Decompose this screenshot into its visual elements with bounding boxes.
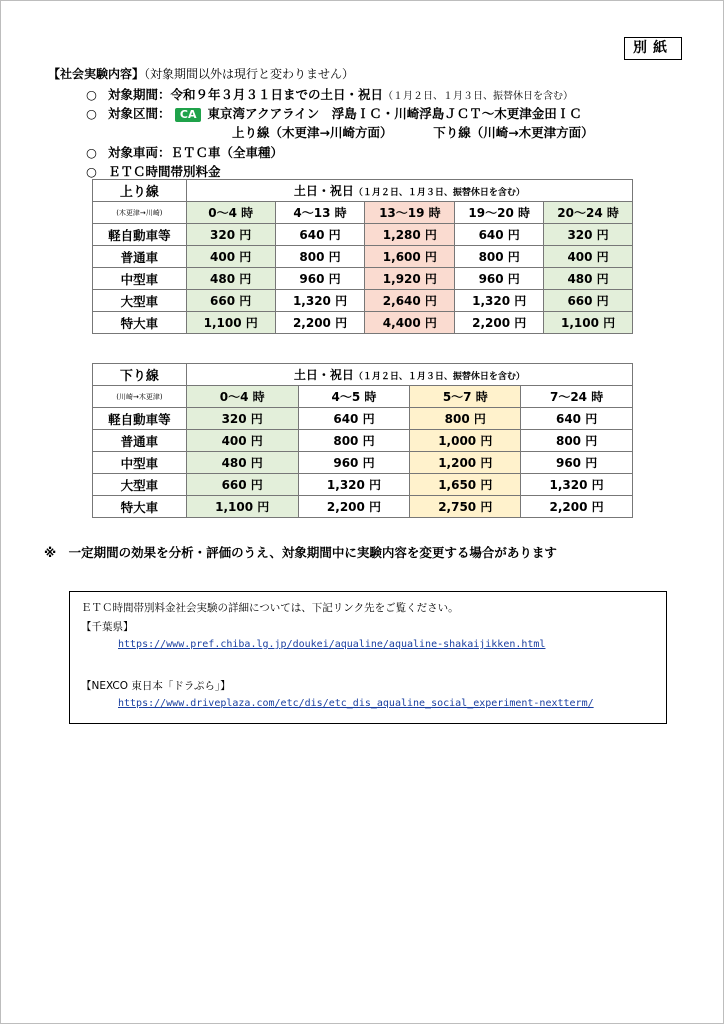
fare-title-line bbox=[86, 162, 221, 180]
vehicle-cell: 特大車 bbox=[93, 312, 187, 334]
section-up: 上り線（木更津→川崎方面） bbox=[232, 125, 393, 140]
fare-cell: 1,320 円 bbox=[275, 290, 365, 312]
nexco-label: 【NEXCO 東日本「ドラぷら」】 bbox=[81, 680, 231, 692]
fare-cell: 1,280 円 bbox=[365, 224, 455, 246]
up-days-header bbox=[186, 180, 632, 202]
fare-cell: 480 円 bbox=[186, 268, 275, 290]
section-label: 対象区間： bbox=[108, 106, 171, 121]
fare-cell: 1,100 円 bbox=[544, 312, 633, 334]
down-days-header bbox=[186, 364, 632, 386]
up-slot-header: 13～19 時 bbox=[365, 202, 455, 224]
table-row bbox=[93, 224, 633, 246]
fare-cell: 1,320 円 bbox=[521, 474, 633, 496]
section-heading bbox=[48, 65, 354, 82]
fare-cell: 800 円 bbox=[275, 246, 365, 268]
up-slot-header: 0～4 時 bbox=[186, 202, 275, 224]
down-line-title: 下り線 bbox=[93, 364, 187, 386]
down-slot-header: 4～5 時 bbox=[298, 386, 410, 408]
vehicle-cell: 特大車 bbox=[93, 496, 187, 518]
circle-bullet: ○ bbox=[86, 106, 97, 121]
period-note: （１月２日、１月３日、振替休日を含む） bbox=[383, 91, 574, 102]
up-slot-header: 4～13 時 bbox=[275, 202, 365, 224]
section-line bbox=[86, 104, 582, 122]
fare-cell: 320 円 bbox=[186, 224, 275, 246]
fare-cell: 1,920 円 bbox=[365, 268, 455, 290]
chiba-label: 【千葉県】 bbox=[81, 621, 134, 633]
fare-cell: 660 円 bbox=[544, 290, 633, 312]
table-row bbox=[93, 246, 633, 268]
fare-cell: 1,200 円 bbox=[410, 452, 521, 474]
fare-cell: 320 円 bbox=[186, 408, 298, 430]
table-row bbox=[93, 268, 633, 290]
up-slot-header: 19～20 時 bbox=[455, 202, 544, 224]
up-days-main: 土日・祝日 bbox=[293, 184, 354, 198]
vehicle-cell: 軽自動車等 bbox=[93, 224, 187, 246]
fare-cell: 960 円 bbox=[298, 452, 410, 474]
attachment-tag: 別紙 bbox=[624, 37, 682, 60]
vehicle-cell: 普通車 bbox=[93, 430, 187, 452]
down-slot-header: 7～24 時 bbox=[521, 386, 633, 408]
vehicle-cell: 中型車 bbox=[93, 268, 187, 290]
link-box bbox=[69, 591, 667, 724]
ca-badge: CA bbox=[175, 108, 202, 122]
fare-cell: 2,640 円 bbox=[365, 290, 455, 312]
down-fare-table bbox=[92, 363, 633, 518]
fare-cell: 2,200 円 bbox=[298, 496, 410, 518]
vehicle-line bbox=[86, 143, 283, 161]
heading-note: （対象期間以外は現行と変わりません） bbox=[144, 67, 355, 81]
fare-cell: 320 円 bbox=[544, 224, 633, 246]
period-line bbox=[86, 85, 573, 103]
fare-cell: 480 円 bbox=[186, 452, 298, 474]
fare-title: ＥＴＣ時間帯別料金 bbox=[108, 164, 221, 179]
fare-cell: 1,600 円 bbox=[365, 246, 455, 268]
table-row bbox=[93, 290, 633, 312]
fare-cell: 400 円 bbox=[186, 430, 298, 452]
up-line-title: 上り線 bbox=[93, 180, 187, 202]
fare-cell: 640 円 bbox=[275, 224, 365, 246]
vehicle-value: ＥＴＣ車（全車種） bbox=[170, 145, 284, 160]
fare-cell: 2,200 円 bbox=[275, 312, 365, 334]
fare-cell: 2,750 円 bbox=[410, 496, 521, 518]
fare-cell: 400 円 bbox=[186, 246, 275, 268]
fare-cell: 640 円 bbox=[298, 408, 410, 430]
down-slot-header: 5～7 時 bbox=[410, 386, 521, 408]
up-slot-header: 20～24 時 bbox=[544, 202, 633, 224]
period-value: 令和９年３月３１日までの土日・祝日 bbox=[170, 87, 384, 102]
heading-title: 【社会実験内容】 bbox=[48, 67, 145, 81]
nexco-link[interactable]: https://www.driveplaza.com/etc/dis/etc_dis_aqualine_social_experiment-nextterm/ bbox=[118, 698, 594, 709]
period-label: 対象期間： bbox=[108, 87, 171, 102]
section-down: 下り線（川崎→木更津方面） bbox=[433, 125, 594, 140]
fare-cell: 4,400 円 bbox=[365, 312, 455, 334]
change-note: ※ 一定期間の効果を分析・評価のうえ、対象期間中に実験内容を変更する場合があります bbox=[44, 545, 557, 560]
section-value: 東京湾アクアライン 浮島ＩＣ・川崎浮島ＪＣＴ～木更津金田ＩＣ bbox=[207, 106, 582, 121]
fare-cell: 1,100 円 bbox=[186, 496, 298, 518]
fare-cell: 640 円 bbox=[521, 408, 633, 430]
fare-cell: 800 円 bbox=[298, 430, 410, 452]
fare-cell: 1,650 円 bbox=[410, 474, 521, 496]
section-directions bbox=[232, 123, 594, 141]
fare-cell: 1,320 円 bbox=[298, 474, 410, 496]
vehicle-cell: 中型車 bbox=[93, 452, 187, 474]
down-days-main: 土日・祝日 bbox=[293, 368, 354, 382]
circle-bullet: ○ bbox=[86, 164, 97, 179]
fare-cell: 2,200 円 bbox=[455, 312, 544, 334]
vehicle-cell: 大型車 bbox=[93, 290, 187, 312]
vehicle-label: 対象車両： bbox=[108, 145, 171, 160]
fare-cell: 2,200 円 bbox=[521, 496, 633, 518]
table-row bbox=[93, 496, 633, 518]
table-row bbox=[93, 312, 633, 334]
fare-cell: 800 円 bbox=[521, 430, 633, 452]
fare-cell: 660 円 bbox=[186, 474, 298, 496]
fare-cell: 1,100 円 bbox=[186, 312, 275, 334]
fare-cell: 800 円 bbox=[410, 408, 521, 430]
vehicle-cell: 普通車 bbox=[93, 246, 187, 268]
circle-bullet: ○ bbox=[86, 87, 97, 102]
vehicle-cell: 軽自動車等 bbox=[93, 408, 187, 430]
fare-cell: 1,000 円 bbox=[410, 430, 521, 452]
down-direction: (川崎→木更津) bbox=[93, 386, 187, 408]
fare-cell: 800 円 bbox=[455, 246, 544, 268]
link-intro: ＥＴＣ時間帯別料金社会実験の詳細については、下記リンク先をご覧ください。 bbox=[81, 602, 459, 614]
up-direction: (木更津→川崎) bbox=[93, 202, 187, 224]
down-days-note: （１月２日、１月３日、振替休日を含む） bbox=[353, 372, 525, 382]
up-days-note: （１月２日、１月３日、振替休日を含む） bbox=[353, 188, 525, 198]
fare-cell: 400 円 bbox=[544, 246, 633, 268]
fare-cell: 960 円 bbox=[455, 268, 544, 290]
table-row bbox=[93, 474, 633, 496]
fare-cell: 960 円 bbox=[521, 452, 633, 474]
chiba-link[interactable]: https://www.pref.chiba.lg.jp/doukei/aqualine/aqualine-shakaijikken.html bbox=[118, 639, 546, 650]
table-row bbox=[93, 408, 633, 430]
up-fare-table bbox=[92, 179, 633, 334]
fare-cell: 480 円 bbox=[544, 268, 633, 290]
fare-cell: 660 円 bbox=[186, 290, 275, 312]
table-row bbox=[93, 430, 633, 452]
down-slot-header: 0～4 時 bbox=[186, 386, 298, 408]
fare-cell: 640 円 bbox=[455, 224, 544, 246]
circle-bullet: ○ bbox=[86, 145, 97, 160]
vehicle-cell: 大型車 bbox=[93, 474, 187, 496]
fare-cell: 960 円 bbox=[275, 268, 365, 290]
table-row bbox=[93, 452, 633, 474]
fare-cell: 1,320 円 bbox=[455, 290, 544, 312]
